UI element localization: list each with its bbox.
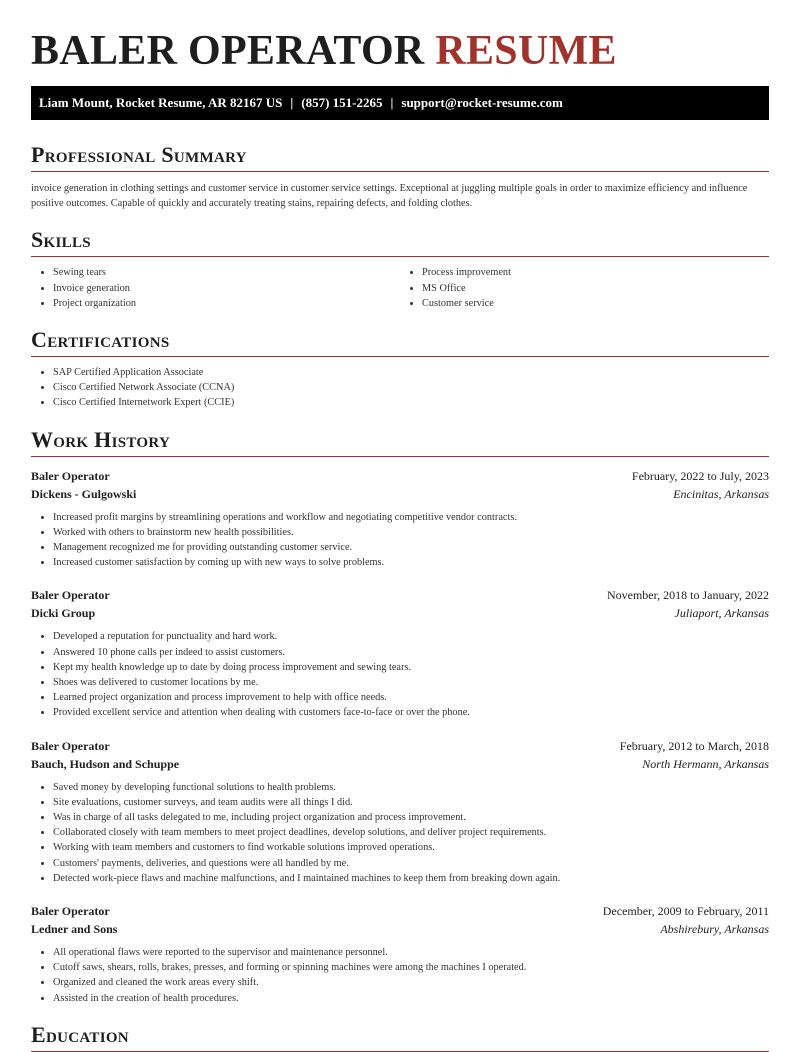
skill-item: • MS Office (422, 281, 769, 296)
work-history-section (31, 427, 769, 1006)
job-bullet: • Saved money by developing functional solutions to health problems. (53, 780, 769, 795)
job-header-row (31, 467, 769, 485)
certification-item: • Cisco Certified Internetwork Expert (CCIE) (53, 395, 769, 410)
job-location: Abshirebury, Arkansas (660, 922, 769, 937)
job-bullet: • Learned project organization and process improvement to help with office needs. (53, 690, 769, 705)
job-bullets (31, 945, 769, 1006)
skill-item: • Customer service (422, 296, 769, 311)
job-title: Baler Operator (31, 738, 110, 753)
job-company: Ledner and Sons (31, 922, 118, 937)
job-bullet: • Provided excellent service and attention when dealing with customers face-to-face or over the phone. (53, 705, 769, 720)
job-company: Bauch, Hudson and Schuppe (31, 756, 180, 771)
job-title: Baler Operator (31, 468, 110, 483)
job-entry (31, 586, 769, 720)
job-bullet: • Organized and cleaned the work areas every shift. (53, 975, 769, 990)
job-dates: November, 2018 to January, 2022 (606, 588, 769, 603)
job-company: Dicki Group (31, 606, 96, 621)
certification-item: • SAP Certified Application Associate (53, 365, 769, 380)
job-title: Baler Operator (31, 904, 110, 919)
education-heading: Education (31, 1022, 769, 1052)
job-location: North Hermann, Arkansas (642, 756, 769, 771)
job-bullet: • Worked with others to brainstorm new health possibilities. (53, 525, 769, 540)
job-bullet: • Collaborated closely with team members to meet project deadlines, develop solutions, and deliver project requirements. (53, 825, 769, 840)
certifications-heading: Certifications (31, 327, 769, 357)
job-bullet: • Working with team members and customers to find workable solutions improved operations. (53, 840, 769, 855)
job-entry (31, 902, 769, 1006)
job-bullet: • Kept my health knowledge up to date by doing process improvement and sewing tears. (53, 660, 769, 675)
title-accent: RESUME (435, 28, 617, 74)
job-header-row (31, 737, 769, 755)
certification-item: • Cisco Certified Network Associate (CCNA) (53, 380, 769, 395)
skills-list-left (31, 265, 400, 311)
job-entry (31, 737, 769, 886)
resume-title (31, 0, 769, 82)
certifications-section (31, 327, 769, 411)
certifications-list (31, 365, 769, 411)
contact-bar (31, 86, 769, 120)
skill-item: • Sewing tears (53, 265, 400, 280)
job-bullet: • Answered 10 phone calls per indeed to assist customers. (53, 645, 769, 660)
job-title: Baler Operator (31, 588, 110, 603)
job-bullet: • Was in charge of all tasks delegated to me, including project organization and process improvement. (53, 810, 769, 825)
contact-address: Liam Mount, Rocket Resume, AR 82167 US (39, 95, 283, 110)
job-bullets (31, 780, 769, 886)
skill-item: • Project organization (53, 296, 400, 311)
job-bullet: • Cutoff saws, shears, rolls, brakes, presses, and forming or spinning machines were among the machines I operated. (53, 960, 769, 975)
job-bullet: • Assisted in the creation of health procedures. (53, 991, 769, 1006)
contact-separator: | (290, 95, 294, 110)
skill-item: • Process improvement (422, 265, 769, 280)
job-header-row (31, 586, 769, 604)
job-company-row (31, 485, 769, 503)
skills-grid (31, 257, 769, 311)
job-location: Juliaport, Arkansas (674, 606, 769, 621)
job-dates: February, 2022 to July, 2023 (631, 468, 769, 483)
summary-section (31, 142, 769, 211)
job-bullets (31, 629, 769, 720)
contact-email[interactable]: support@rocket-resume.com (401, 95, 563, 110)
job-dates: December, 2009 to February, 2011 (602, 904, 769, 919)
job-dates: February, 2012 to March, 2018 (619, 738, 769, 753)
skills-list-right (400, 265, 769, 311)
job-bullet: • Increased profit margins by streamlining operations and workflow and negotiating competitive vendor contracts. (53, 510, 769, 525)
title-main: BALER OPERATOR (31, 28, 425, 74)
job-bullet: • Developed a reputation for punctuality and hard work. (53, 629, 769, 644)
job-location: Encinitas, Arkansas (673, 486, 769, 501)
skills-section (31, 227, 769, 311)
job-bullet: • Increased customer satisfaction by coming up with new ways to solve problems. (53, 555, 769, 570)
summary-heading: Professional Summary (31, 142, 769, 172)
work-history-heading: Work History (31, 427, 769, 457)
job-bullet: • Customers' payments, deliveries, and questions were all handled by me. (53, 856, 769, 871)
job-bullet: • All operational flaws were reported to the supervisor and maintenance personnel. (53, 945, 769, 960)
job-bullet: • Management recognized me for providing outstanding customer service. (53, 540, 769, 555)
job-bullets (31, 510, 769, 571)
job-company-row (31, 920, 769, 938)
education-section (31, 1022, 769, 1052)
skills-heading: Skills (31, 227, 769, 257)
job-bullet: • Shoes was delivered to customer locations by me. (53, 675, 769, 690)
job-company-row (31, 755, 769, 773)
contact-separator: | (390, 95, 394, 110)
job-company-row (31, 604, 769, 622)
job-header-row (31, 902, 769, 920)
job-entry (31, 467, 769, 571)
summary-text: invoice generation in clothing settings and customer service in customer service settings. Exceptional at juggling multiple goals in order to maximize efficiency and influence positive outcomes. Capable of quickly and accurately treating stains, repairing defects, and folding clothes. (31, 183, 748, 210)
contact-phone: (857) 151-2265 (301, 95, 383, 110)
job-bullet: • Site evaluations, customer surveys, and team audits were all things I did. (53, 795, 769, 810)
job-company: Dickens - Gulgowski (31, 486, 137, 501)
skill-item: • Invoice generation (53, 281, 400, 296)
job-bullet: • Detected work-piece flaws and machine malfunctions, and I maintained machines to keep them from breaking down again. (53, 871, 769, 886)
